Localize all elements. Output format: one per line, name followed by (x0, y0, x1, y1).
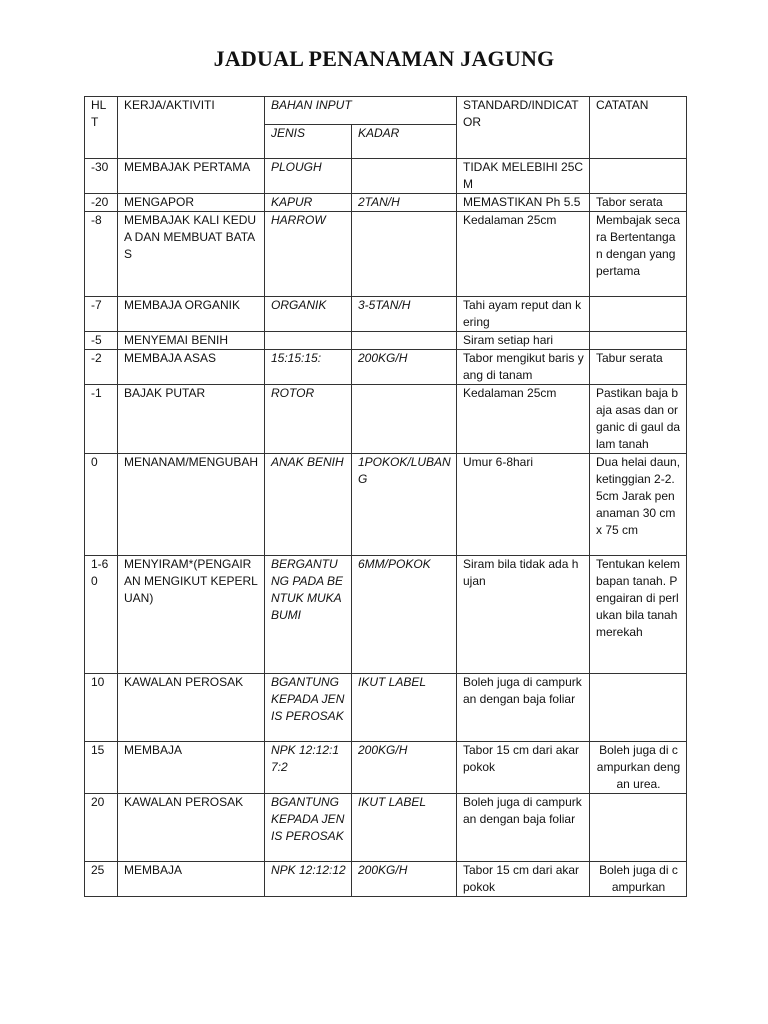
cell-catatan: Dua helai daun,ketinggian 2-2.5cm Jarak penanaman 30 cm x 75 cm (590, 454, 687, 556)
cell-kerja: BAJAK PUTAR (118, 385, 265, 454)
header-kerja: KERJA/AKTIVITI (118, 97, 265, 159)
cell-kadar: 200KG/H (352, 742, 457, 794)
cell-catatan (590, 332, 687, 350)
cell-catatan (590, 297, 687, 332)
cell-standard: Kedalaman 25cm (457, 212, 590, 297)
cell-jenis: BGANTUNG KEPADA JENIS PEROSAK (265, 674, 352, 742)
cell-standard: Tabor 15 cm dari akar pokok (457, 742, 590, 794)
cell-jenis: ROTOR (265, 385, 352, 454)
cell-jenis: HARROW (265, 212, 352, 297)
table-row (85, 862, 687, 897)
cell-standard: Boleh juga di campurkan dengan baja foliar (457, 674, 590, 742)
cell-catatan: Pastikan baja baja asas dan organic di gaul dalam tanah (590, 385, 687, 454)
cell-standard: Tabor mengikut baris yang di tanam (457, 350, 590, 385)
cell-kadar (352, 159, 457, 194)
cell-kadar: 6MM/POKOK (352, 556, 457, 674)
cell-kadar: 3-5TAN/H (352, 297, 457, 332)
cell-kadar: 200KG/H (352, 862, 457, 897)
cell-kadar (352, 385, 457, 454)
cell-standard: Tabor 15 cm dari akar pokok (457, 862, 590, 897)
table-row (85, 332, 687, 350)
table-row (85, 350, 687, 385)
table-row (85, 674, 687, 742)
cell-hlt: -7 (85, 297, 118, 332)
cell-catatan: Boleh juga di campurkan (590, 862, 687, 897)
cell-kerja: MENYEMAI BENIH (118, 332, 265, 350)
header-jenis: JENIS (265, 125, 352, 159)
cell-kerja: MEMBAJA (118, 862, 265, 897)
table-row (85, 454, 687, 556)
cell-kadar: 2TAN/H (352, 194, 457, 212)
cell-jenis: ORGANIK (265, 297, 352, 332)
table-row (85, 794, 687, 862)
cell-standard: MEMASTIKAN Ph 5.5 (457, 194, 590, 212)
cell-standard: Boleh juga di campurkan dengan baja foliar (457, 794, 590, 862)
header-bahan-input: BAHAN INPUT (265, 97, 457, 125)
cell-kerja: MEMBAJAK PERTAMA (118, 159, 265, 194)
table-row (85, 297, 687, 332)
cell-standard: Siram setiap hari (457, 332, 590, 350)
cell-jenis: KAPUR (265, 194, 352, 212)
header-hlt: HL T (85, 97, 118, 159)
cell-hlt: -5 (85, 332, 118, 350)
header-standard: STANDARD/INDICAT OR (457, 97, 590, 159)
cell-hlt: -2 (85, 350, 118, 385)
cell-kerja: MENANAM/MENGUBAH (118, 454, 265, 556)
header-catatan: CATATAN (590, 97, 687, 159)
cell-catatan (590, 674, 687, 742)
cell-hlt: 10 (85, 674, 118, 742)
cell-hlt: 0 (85, 454, 118, 556)
cell-catatan: Membajak secara Bertentangan dengan yang pertama (590, 212, 687, 297)
cell-kadar: IKUT LABEL (352, 794, 457, 862)
cell-jenis: NPK 12:12:17:2 (265, 742, 352, 794)
cell-hlt: -1 (85, 385, 118, 454)
cell-kerja: MEMBAJA ORGANIK (118, 297, 265, 332)
cell-jenis: BERGANTUNG PADA BENTUK MUKA BUMI (265, 556, 352, 674)
cell-kerja: MEMBAJA ASAS (118, 350, 265, 385)
document-title: JADUAL PENANAMAN JAGUNG (213, 46, 555, 71)
cell-hlt: -20 (85, 194, 118, 212)
header-kadar: KADAR (352, 125, 457, 159)
cell-hlt: -30 (85, 159, 118, 194)
table-row (85, 742, 687, 794)
cell-kadar (352, 332, 457, 350)
cell-jenis: PLOUGH (265, 159, 352, 194)
cell-catatan: Boleh juga di campurkan dengan urea. (590, 742, 687, 794)
cell-jenis: 15:15:15: (265, 350, 352, 385)
cell-kerja: MENGAPOR (118, 194, 265, 212)
cell-kadar: IKUT LABEL (352, 674, 457, 742)
cell-standard: Umur 6-8hari (457, 454, 590, 556)
table-row (85, 194, 687, 212)
cell-jenis (265, 332, 352, 350)
cell-kerja: MEMBAJAK KALI KEDUA DAN MEMBUAT BATAS (118, 212, 265, 297)
cell-kerja: KAWALAN PEROSAK (118, 794, 265, 862)
cell-hlt: 20 (85, 794, 118, 862)
cell-hlt: 25 (85, 862, 118, 897)
cell-kerja: MEMBAJA (118, 742, 265, 794)
cell-standard: Tahi ayam reput dan kering (457, 297, 590, 332)
cell-jenis: ANAK BENIH (265, 454, 352, 556)
table-row (85, 385, 687, 454)
cell-catatan: Tentukan kelembapan tanah. Pengairan di perlukan bila tanah merekah (590, 556, 687, 674)
cell-hlt: 15 (85, 742, 118, 794)
cell-standard: TIDAK MELEBIHI 25CM (457, 159, 590, 194)
cell-catatan: Tabor serata (590, 194, 687, 212)
header-row (85, 97, 687, 125)
cell-standard: Siram bila tidak ada hujan (457, 556, 590, 674)
cell-kadar (352, 212, 457, 297)
cell-catatan (590, 159, 687, 194)
planting-schedule-table (84, 96, 687, 897)
cell-kerja: MENYIRAM*(PENGAIRAN MENGIKUT KEPERLUAN) (118, 556, 265, 674)
cell-standard: Kedalaman 25cm (457, 385, 590, 454)
cell-catatan: Tabur serata (590, 350, 687, 385)
table-row (85, 556, 687, 674)
cell-kadar: 200KG/H (352, 350, 457, 385)
cell-kadar: 1POKOK/LUBANG (352, 454, 457, 556)
table-row (85, 212, 687, 297)
cell-jenis: NPK 12:12:12 (265, 862, 352, 897)
cell-hlt: 1-60 (85, 556, 118, 674)
table-row (85, 159, 687, 194)
cell-kerja: KAWALAN PEROSAK (118, 674, 265, 742)
cell-catatan (590, 794, 687, 862)
cell-hlt: -8 (85, 212, 118, 297)
cell-jenis: BGANTUNG KEPADA JENIS PEROSAK (265, 794, 352, 862)
